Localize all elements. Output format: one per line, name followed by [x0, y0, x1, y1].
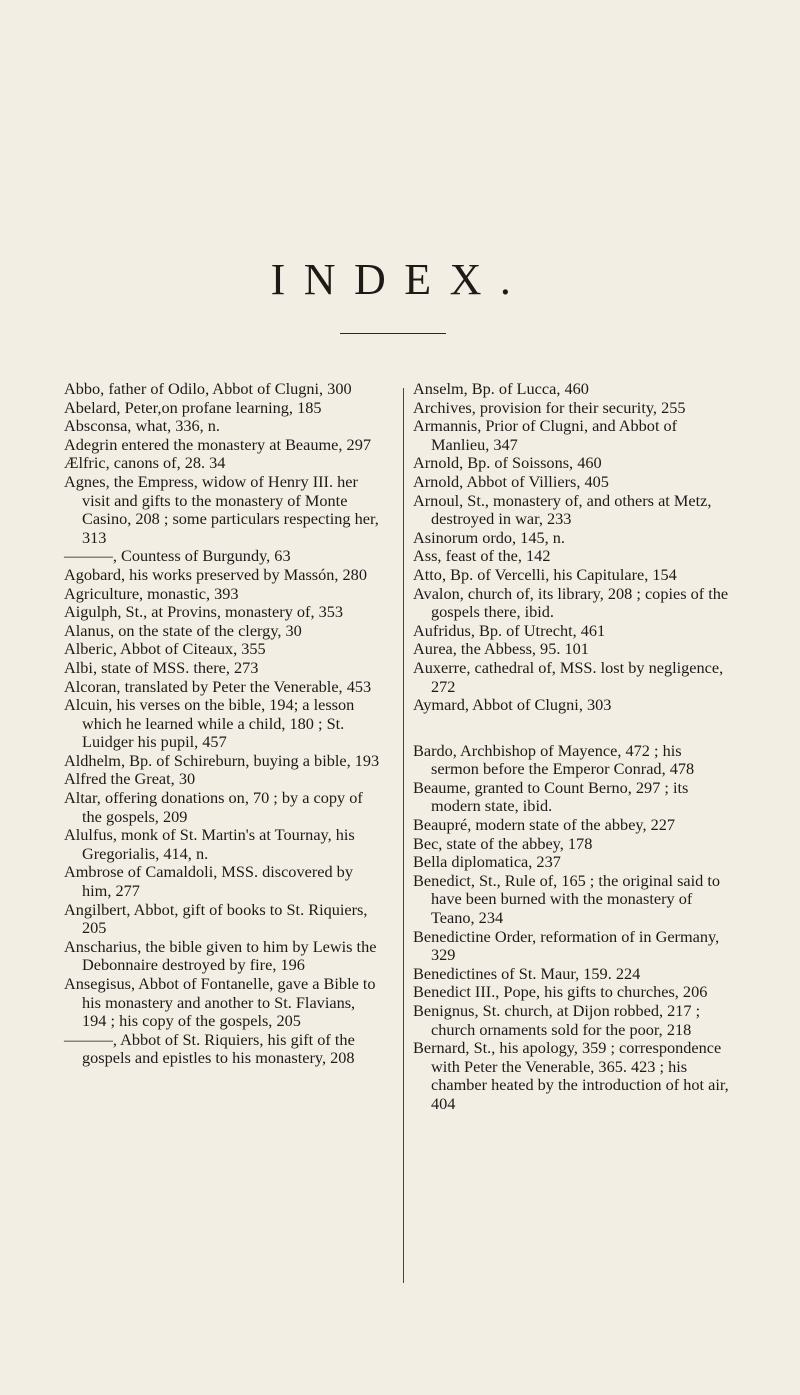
- index-entry: Abbo, father of Odilo, Abbot of Clugni, 300: [64, 379, 352, 398]
- index-entry: Alberic, Abbot of Citeaux, 355: [64, 639, 266, 659]
- page-title: INDEX.: [270, 255, 530, 304]
- index-entry: Absconsa, what, 336, n.: [64, 416, 221, 436]
- index-entry: Alcoran, translated by Peter the Venerable, 453: [64, 676, 372, 696]
- index-entry: Atto, Bp. of Vercelli, his Capitulare, 154: [413, 564, 677, 584]
- index-entry: Bardo, Archbishop of Mayence, 472 ; his sermon before the Emperor Conrad, 478: [413, 740, 695, 779]
- index-entry: Ambrose of Camaldoli, MSS. discovered by him, 277: [64, 862, 353, 901]
- index-entry: Ass, feast of the, 142: [413, 546, 551, 566]
- index-entry: Ansegisus, Abbot of Fontanelle, gave a Bible to his monastery and another to St. Flavians, 194 ; his copy of the gospels, 205: [64, 974, 376, 1031]
- index-entry: Aldhelm, Bp. of Schireburn, buying a bible, 193: [64, 750, 380, 770]
- index-entry: Angilbert, Abbot, gift of books to St. Riquiers, 205: [64, 899, 368, 938]
- index-entry: Aurea, the Abbess, 95. 101: [413, 639, 589, 659]
- index-entry: Bernard, St., his apology, 359 ; correspondence with Peter the Venerable, 365. 423 ; his chamber heated by the introduction of hot air, 404: [413, 1038, 729, 1113]
- index-entry: Bella diplomatica, 237: [413, 852, 561, 872]
- index-entry: Abelard, Peter,on profane learning, 185: [64, 397, 322, 417]
- left-column: [64, 380, 382, 1068]
- index-entry: Auxerre, cathedral of, MSS. lost by negligence, 272: [413, 657, 724, 696]
- title-underline: [340, 333, 446, 334]
- index-entry: Beaume, granted to Count Berno, 297 ; its modern state, ibid.: [413, 777, 689, 816]
- index-entry: Alulfus, monk of St. Martin's at Tournay, his Gregorialis, 414, n.: [64, 825, 355, 863]
- index-entry: Agobard, his works preserved by Massón, 280: [64, 564, 367, 584]
- index-entry: Asinorum ordo, 145, n.: [413, 527, 565, 547]
- index-entry: Altar, offering donations on, 70 ; by a copy of the gospels, 209: [64, 788, 363, 826]
- index-entry: Aufridus, Bp. of Utrecht, 461: [413, 620, 606, 640]
- index-entry: Benedict III., Pope, his gifts to churches, 206: [413, 982, 708, 1002]
- index-entry: Alfred the Great, 30: [64, 769, 196, 789]
- index-entry: ———, Countess of Burgundy, 63: [64, 546, 291, 566]
- index-entry: Agnes, the Empress, widow of Henry III. her visit and gifts to the monastery of Monte Casino, 208 ; some particulars respecting her, 313: [64, 471, 379, 547]
- index-entry: Aigulph, St., at Provins, monastery of, 353: [64, 602, 344, 622]
- right-column: [413, 380, 733, 1114]
- index-entry: Benedict, St., Rule of, 165 ; the original said to have been burned with the monastery of Teano, 234: [413, 870, 721, 928]
- index-entry: Arnoul, St., monastery of, and others at Metz, destroyed in war, 233: [413, 490, 712, 529]
- index-entry: Adegrin entered the monastery at Beaume, 297: [64, 434, 371, 454]
- index-entry: Anscharius, the bible given to him by Lewis the Debonnaire destroyed by fire, 196: [64, 936, 377, 975]
- index-entry: Armannis, Prior of Clugni, and Abbot of Manlieu, 347: [413, 416, 678, 454]
- index-entry: Arnold, Bp. of Soissons, 460: [413, 453, 602, 473]
- index-entry: Anselm, Bp. of Lucca, 460: [413, 379, 589, 398]
- index-entry: Archives, provision for their security, 255: [413, 397, 686, 417]
- index-entry: Alcuin, his verses on the bible, 194; a lesson which he learned while a child, 180 ; St. Luidger his pupil, 457: [64, 695, 355, 752]
- index-entry: ———, Abbot of St. Riquiers, his gift of the gospels and epistles to his monastery, 208: [64, 1029, 355, 1068]
- index-entry: Avalon, church of, its library, 208 ; copies of the gospels there, ibid.: [413, 583, 729, 622]
- index-entry: Benedictines of St. Maur, 159. 224: [413, 963, 641, 983]
- index-entry: Beaupré, modern state of the abbey, 227: [413, 815, 676, 835]
- letter-section-gap: [413, 715, 733, 742]
- index-entry: Benedictine Order, reformation of in Germany, 329: [413, 926, 720, 965]
- index-entry: Aymard, Abbot of Clugni, 303: [413, 695, 612, 715]
- index-entry: Agriculture, monastic, 393: [64, 583, 239, 603]
- column-divider: [403, 388, 404, 1283]
- index-entry: Albi, state of MSS. there, 273: [64, 657, 259, 677]
- index-entry: Alanus, on the state of the clergy, 30: [64, 620, 302, 640]
- index-entry: Bec, state of the abbey, 178: [413, 833, 593, 853]
- index-entry: Arnold, Abbot of Villiers, 405: [413, 471, 609, 491]
- index-entry: Benignus, St. church, at Dijon robbed, 217 ; church ornaments sold for the poor, 218: [413, 1001, 701, 1039]
- index-entry: Ælfric, canons of, 28. 34: [64, 453, 226, 473]
